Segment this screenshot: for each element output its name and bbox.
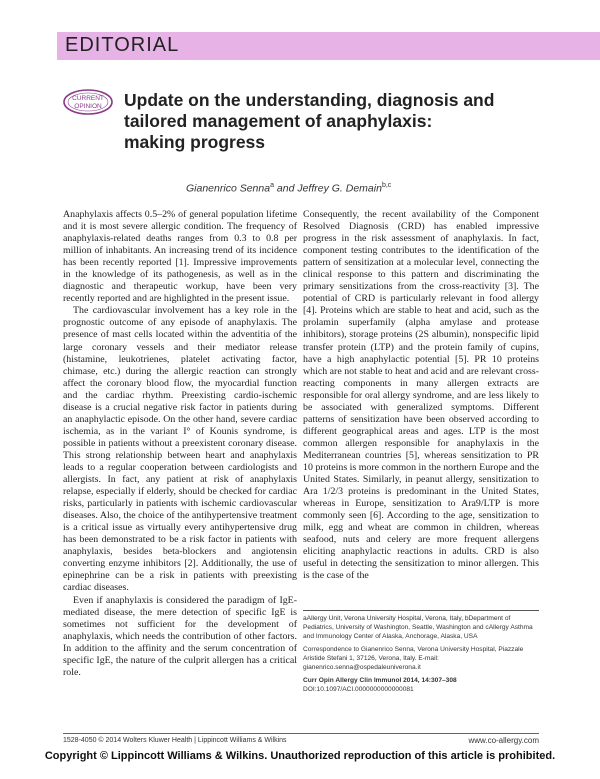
- paragraph: Even if anaphylaxis is considered the paradigm of IgE-mediated disease, the mere detection of specific IgE is sometimes not sufficient for the development of anaphylaxis, which needs the contribution of other factors. In addition to the affinity and the serum concentration of specific IgE, the nature of the culprit allergen has a critical role.: [63, 594, 297, 678]
- paragraph: Consequently, the recent availability of the Component Resolved Diagnosis (CRD) has enabled impressive progress in the risk assessment of anaphylaxis. In fact, component testing contributes to the identification of the pattern of sensitization at a molecular level, connecting the clinical response to this pattern and discriminating the primary sensitizations from the cross-reactivity [3]. The potential of CRD is particularly relevant in food allergy [4]. Proteins which are stable to heat and acid, such as the prolamin superfamily (alpha amylase and protease inhibitors), storage proteins (2S albumin), nonspecific lipid transfer protein (LTP) and the protein family of cupins, have a high anaphylactic potential [5]. PR 10 proteins which are not stable to heat and acid and are relevant cross-reacting components in many allergen extracts are responsible for oral allergy syndrome, and are less likely to be associated with generalized symptoms. Different patterns of sensitization have been observed according to different geographical areas and ages. LTP is the most common allergen responsible for anaphylaxis in the Mediterranean countries [5], whereas sensitization to PR 10 proteins is more common in the northern Europe and the United States. Similarly, in peanut allergy, sensitization to Ara 1/2/3 proteins is predominant in the United States, whereas in Europe, sensitization to Ara9/LTP is more commonly seen [6]. According to the age, sensitization to milk, egg and wheat are common in children, whereas seafood, nuts and celery are more frequent allergens eliciting anaphylactic reactions in adults. CRD is also useful in detecting the sensitization to minor allergen. This is the case of the: [303, 209, 539, 582]
- body-column-right: [303, 209, 539, 582]
- title-line: tailored management of anaphylaxis:: [124, 111, 433, 131]
- body-column-left: [63, 209, 297, 679]
- paragraph: The cardiovascular involvement has a key role in the prognostic outcome of any episode of anaphylaxis. The presence of mast cells located within the adventitia of the large coronary vessels and their mediator release (histamine, leukotrienes, platelet activating factor, chimase, etc.) during the allergic reaction can strongly affect the coronary blood flow, the myocardial function and the cardiac rhythm. Preexisting cardio-ischemic disease is a crucial negative risk factor in patients during an anaphylactic episode. On the other hand, severe cardiac ischemia, as in the variant I° of Kounis syndrome, is possible in patients without a preexistent coronary disease. This strong relationship between heart and anaphylaxis leads to a regular cooperation between cardiologists and allergists. In fact, any patient at risk of anaphylaxis relapse, especially if elderly, should be checked for cardiac risks, particularly in patients with ischemic cardiovascular diseases. Also, the choice of the antihypertensive treatment is a critical issue as virtually every antihypertensive drug has been demonstrated to be a risk factor in patients with anaphylaxis, besides beta-blockers and angiotensin converting enzyme inhibitors [2]. Additionally, the use of epinephrine can be a risk in patients with preexisting cardiac diseases.: [63, 305, 297, 594]
- author-conjunction: and: [273, 182, 298, 195]
- author-affil-mark: a: [270, 182, 274, 189]
- section-label: EDITORIAL: [65, 34, 180, 56]
- footer-rule: [63, 733, 539, 734]
- journal-reference: Curr Opin Allergy Clin Immunol 2014, 14:307–308: [303, 677, 457, 684]
- author-name: Gianenrico Senna: [186, 182, 271, 195]
- authors: [186, 182, 391, 195]
- footer-website-link[interactable]: www.co-allergy.com: [468, 736, 539, 745]
- author-name: Jeffrey G. Demain: [297, 182, 382, 195]
- article-title: [124, 90, 504, 153]
- author-affil-mark: b,c: [381, 182, 392, 189]
- current-opinion-logo: [62, 88, 114, 116]
- svg-text:OPINION: OPINION: [74, 103, 102, 110]
- svg-text:CURRENT: CURRENT: [72, 95, 104, 102]
- affiliation-block: [303, 614, 539, 698]
- affiliations: aAllergy Unit, Verona University Hospital, Verona, Italy, bDepartment of Pediatrics, University of Washington, Seattle, Washington and cAllergy Asthma and Immunology Center of Alaska, Anchorage, Alaska, USA: [303, 615, 533, 640]
- doi: DOI:10.1097/ACI.0000000000000081: [303, 686, 414, 693]
- correspondence: Correspondence to Gianenrico Senna, Verona University Hospital, Piazzale Aristide Stefani 1, 37126, Verona, Italy. E-mail: gianenrico.senna@ospedaleuniverona.it: [303, 646, 524, 671]
- paragraph: Anaphylaxis affects 0.5–2% of general population lifetime and it is most severe allergic condition. The frequency of anaphylaxis-related deaths ranges from 0.3 to 0.8 per million of inhabitants. An increasing trend of its incidence has been recently reported [1]. Impressive improvements in the knowledge of its pathogenesis, as well as in the diagnostic and therapeutic workup, have been very recently reported and are highlighted in the present issue.: [63, 209, 297, 305]
- footnote-divider: [303, 610, 539, 611]
- section-banner: [57, 32, 600, 60]
- title-line: making progress: [124, 132, 266, 152]
- title-line: Update on the understanding, diagnosis and: [124, 90, 495, 110]
- footer-issn: 1528-4050 © 2014 Wolters Kluwer Health | Lippincott Williams & Wilkins: [63, 737, 287, 744]
- copyright-notice: Copyright © Lippincott Williams & Wilkins. Unauthorized reproduction of this article is prohibited.: [44, 750, 556, 762]
